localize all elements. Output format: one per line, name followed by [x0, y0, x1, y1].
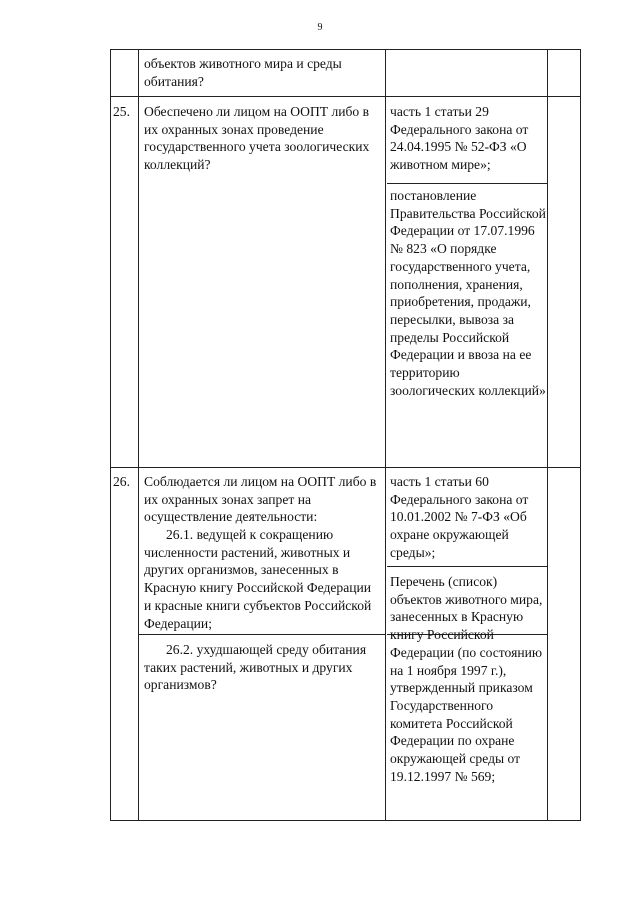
page-number: 9	[317, 22, 323, 33]
row-26-legal-2: Перечень (список) объектов животного мира, занесенных в Красную книгу Российской Федерации (по состоянию на 1 ноября 1997 г.), утвержденный приказом Государственного комитета Российской Федерации по охране окружающей среды от 19.12.1997 № 569;	[390, 574, 543, 784]
legal-divider-25	[387, 183, 547, 184]
col-border-number	[138, 49, 139, 821]
row-divider-26	[110, 467, 580, 468]
legal-divider-26	[387, 566, 547, 567]
col-border-left	[110, 49, 111, 821]
col-border-right	[580, 49, 581, 821]
row-25-legal-1: часть 1 статьи 29 Федерального закона от 24.04.1995 № 52-ФЗ «О животном мире»;	[390, 104, 529, 173]
row-25-question: Обеспечено ли лицом на ООПТ либо в их охранных зонах проведение государственного учета зоологических коллекций?	[144, 104, 370, 173]
col-border-question	[385, 49, 386, 821]
table-top-border	[110, 49, 580, 50]
row-25-number: 25.	[113, 104, 130, 119]
row-26-sub-2: 26.2. ухудшающей среду обитания таких растений, животных и других организмов?	[144, 642, 367, 693]
row-26-sub-1: 26.1. ведущей к сокращению численности растений, животных и других организмов, занесенных в Красную книгу Российской Федерации и красные книги субъектов Российской Федерации;	[144, 527, 372, 631]
row-26-number: 26.	[113, 474, 130, 489]
row-25-legal-2: постановление Правительства Российской Федерации от 17.07.1996 № 823 «О порядке государственного учета, пополнения, хранения, приобретения, продажи, пересылки, вывоза за пределы Российской Федерации и ввоза на ее территорию зоологических коллекций»	[390, 188, 546, 398]
row-0-question: объектов животного мира и среды обитания?	[144, 56, 342, 89]
row-26-question: Соблюдается ли лицом на ООПТ либо в их охранных зонах запрет на осуществление деятельности:	[144, 474, 377, 525]
row-26-legal-1: часть 1 статьи 60 Федерального закона от 10.01.2002 № 7-ФЗ «Об охране окружающей среды»;	[390, 474, 529, 560]
table-bottom-border	[110, 820, 580, 821]
subrow-divider-26-2	[138, 634, 385, 635]
row-divider-25	[110, 96, 580, 97]
col-border-legal	[547, 49, 548, 821]
